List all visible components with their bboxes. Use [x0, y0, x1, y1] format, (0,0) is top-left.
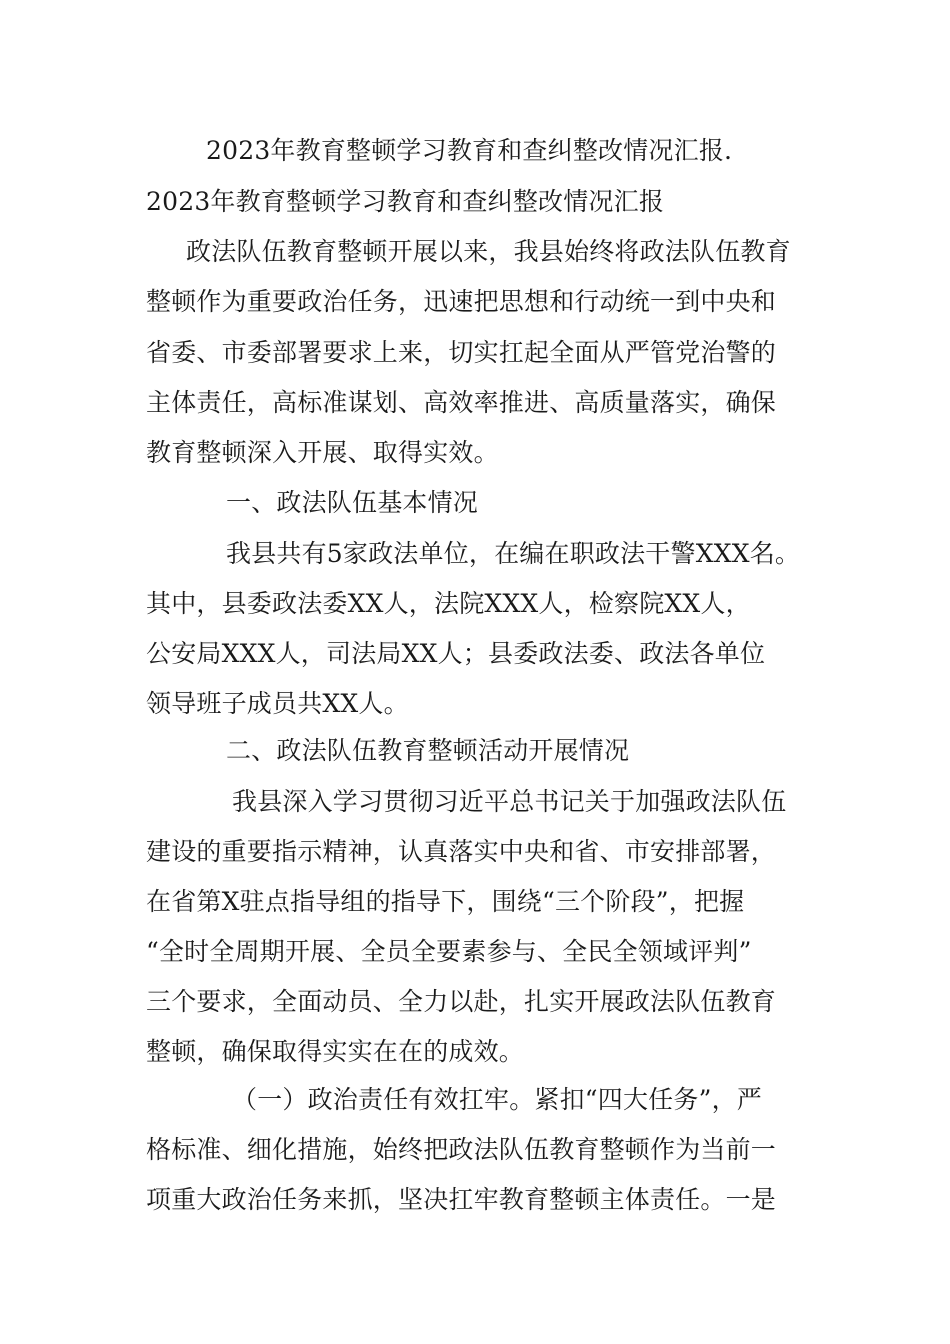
paragraph-line: 格标准、细化措施，始终把政法队伍教育整顿作为当前一	[146, 1135, 777, 1164]
paragraph-line: 政法队伍教育整顿开展以来，我县始终将政法队伍教育	[186, 237, 791, 266]
paragraph-line: 我县深入学习贯彻习近平总书记关于加强政法队伍	[232, 787, 787, 816]
paragraph-line: 我县共有5家政法单位，在编在职政法干警XXX名。	[226, 539, 801, 568]
paragraph-line: 建设的重要指示精神，认真落实中央和省、市安排部署，	[146, 837, 777, 866]
document-heading: 2023年教育整顿学习教育和查纠整改情况汇报.	[206, 136, 733, 165]
paragraph-line: 整顿，确保取得实实在在的成效。	[146, 1037, 525, 1066]
paragraph-line: 主体责任，高标准谋划、高效率推进、高质量落实，确保	[146, 388, 777, 417]
paragraph-line: （一）政治责任有效扛牢。紧扣“四大任务”，严	[232, 1085, 762, 1114]
paragraph-line: 教育整顿深入开展、取得实效。	[146, 438, 499, 467]
paragraph-line: “全时全周期开展、全员全要素参与、全民全领域评判”	[146, 937, 752, 966]
paragraph-line: 公安局XXX人，司法局XX人；县委政法委、政法各单位	[146, 639, 766, 668]
paragraph-line: 领导班子成员共XX人。	[146, 689, 409, 718]
section-title: 二、政法队伍教育整顿活动开展情况	[226, 736, 630, 765]
paragraph-line: 其中，县委政法委XX人，法院XXX人，检察院XX人，	[146, 589, 751, 618]
paragraph-line: 项重大政治任务来抓，坚决扛牢教育整顿主体责任。一是	[146, 1185, 777, 1214]
section-title: 一、政法队伍基本情况	[226, 488, 479, 517]
paragraph-line: 三个要求，全面动员、全力以赴，扎实开展政法队伍教育	[146, 987, 777, 1016]
paragraph-line: 整顿作为重要政治任务，迅速把思想和行动统一到中央和	[146, 287, 777, 316]
paragraph-line: 省委、市委部署要求上来，切实扛起全面从严管党治警的	[146, 338, 777, 367]
paragraph-line: 在省第X驻点指导组的指导下，围绕“三个阶段”，把握	[146, 887, 745, 916]
document-subheading: 2023年教育整顿学习教育和查纠整改情况汇报	[146, 187, 665, 216]
